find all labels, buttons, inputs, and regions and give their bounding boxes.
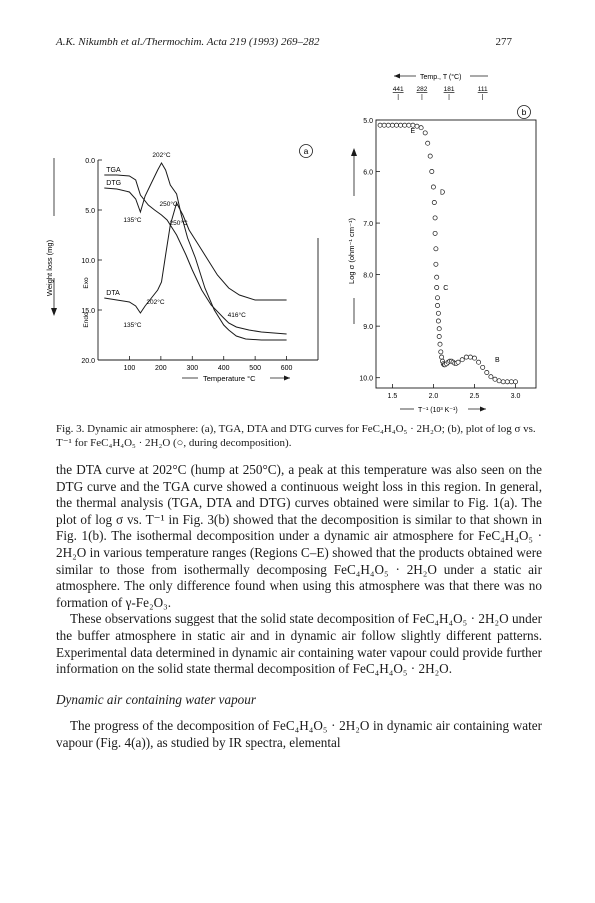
data-point (432, 200, 436, 204)
paragraph-1: the DTA curve at 202°C (hump at 250°C), a peak at this temperature was also seen on the DTG curve and the TGA curve showed a continuous weight loss in this region. In general, the thermal analysis (TGA, DTA and DTG) curves obtained were similar to Fig. 1(a). The plot of log σ vs. T⁻¹ in Fig. 3(b) showed that the decomposition is similar to that shown in Fig. 1(b). The isothermal decomposition under a dynamic air atmosphere for FeC₄H₄O₅ · 2H₂O in various temperature ranges (Regions C–E) showed that the products obtained were similar to those from isothermally decomposing FeC₄H₄O₅ · 2H₂O under a static air atmosphere. The only difference found when using this atmosphere was that there was no formation of γ-Fe₂O₃. (56, 462, 542, 610)
data-point (436, 319, 440, 323)
figure-caption: Fig. 3. Dynamic air atmosphere: (a), TGA, DTA and DTG curves for FeC₄H₄O₅ · 2H₂O; (b), plot of log σ vs. T⁻¹ for FeC₄H₄O₅ · 2H₂O (○, during decomposition). (56, 423, 536, 449)
body-text (56, 462, 542, 752)
x-tick-label: 200 (155, 365, 167, 372)
data-point (501, 380, 505, 384)
data-point (472, 356, 476, 360)
data-point (433, 216, 437, 220)
data-point (433, 231, 437, 235)
y-axis-label: Weight loss (mg) (45, 239, 54, 297)
figure-3b-chart (340, 66, 540, 416)
exo-label: Exo (83, 277, 90, 289)
data-point (394, 123, 398, 127)
y-tick-label: 10.0 (81, 258, 95, 265)
series-label-tga: TGA (106, 167, 121, 174)
data-point (431, 185, 435, 189)
top-tick-label: 282 (416, 86, 428, 93)
data-point (513, 380, 517, 384)
top-axis-label: Temp., T (°C) (420, 74, 462, 81)
y-tick-label: 6.0 (363, 169, 373, 177)
series-line-tga (104, 175, 286, 334)
xlabel-arrowhead (284, 376, 290, 381)
panel-label: a (303, 146, 309, 156)
data-point (411, 123, 415, 127)
y-axis-label: Log σ (ohm⁻¹ cm⁻¹) (347, 218, 356, 284)
data-point (434, 262, 438, 266)
data-point (435, 285, 439, 289)
region-label: E (410, 127, 416, 135)
temperature-annotation: 202°C (152, 152, 171, 159)
data-point (497, 379, 501, 383)
x-tick-label: 2.0 (428, 393, 439, 400)
data-point (437, 334, 441, 338)
section-heading: Dynamic air containing water vapour (56, 691, 256, 707)
data-point (435, 275, 439, 279)
data-point (509, 380, 513, 384)
x-axis-label: Temperature °C (203, 374, 256, 383)
y-tick-label: 15.0 (81, 308, 95, 315)
data-point (399, 123, 403, 127)
top-tick-labels (393, 86, 488, 100)
data-point (481, 365, 485, 369)
region-labels (410, 128, 500, 364)
data-point (390, 123, 394, 127)
y-tick-label: 7.0 (363, 221, 373, 229)
y-tick-label: 5.0 (363, 118, 373, 125)
x-tick-labels (124, 356, 293, 372)
y-tick-labels (81, 158, 102, 365)
data-point (477, 360, 481, 364)
y-tick-label: 10.0 (359, 375, 373, 383)
plot-frame (376, 120, 536, 388)
series-line-dtg (104, 163, 286, 340)
y-tick-label: 9.0 (363, 324, 373, 332)
data-point (435, 296, 439, 300)
data-point (386, 123, 390, 127)
temperature-annotation: 250°C (159, 201, 178, 208)
data-point (505, 380, 509, 384)
data-point (435, 303, 439, 307)
top-tick-label: 441 (392, 86, 404, 93)
data-point (426, 141, 430, 145)
running-header (56, 36, 512, 48)
region-label: D (440, 189, 446, 197)
series-label-dta: DTA (106, 290, 120, 297)
data-point (436, 311, 440, 315)
plot-border (376, 120, 536, 388)
data-point (438, 342, 442, 346)
data-point (485, 370, 489, 374)
figure-3a-chart (45, 138, 328, 388)
x-tick-label: 100 (123, 365, 136, 372)
data-points (378, 123, 518, 384)
running-title: A.K. Nikumbh et al./Thermochim. Acta 219 (1993) 269–282 (56, 36, 320, 48)
xlabel-arrowhead (480, 407, 486, 412)
y-tick-label: 8.0 (363, 272, 373, 280)
x-tick-labels (388, 384, 521, 400)
data-point (428, 154, 432, 158)
panel-label: b (521, 107, 527, 117)
region-label: C (443, 285, 449, 293)
top-tick-label: 181 (443, 86, 455, 93)
region-label: B (494, 357, 500, 365)
y-tick-labels (359, 118, 380, 383)
endo-label: Endo (83, 312, 90, 328)
data-point (489, 375, 493, 379)
top-label-arrowhead (394, 74, 400, 79)
y-tick-label: 5.0 (85, 208, 95, 215)
paragraph-3: The progress of the decomposition of FeC₄H₄O₅ · 2H₂O in dynamic air containing water vapour (Fig. 4(a)), as studied by IR spectra, elemental (56, 718, 542, 750)
x-tick-label: 300 (186, 365, 199, 372)
x-tick-label: 3.0 (510, 393, 521, 400)
x-tick-label: 600 (280, 365, 293, 372)
data-point (430, 169, 434, 173)
data-point (407, 123, 411, 127)
temperature-annotation: 202°C (146, 299, 165, 306)
temperature-annotation: 135°C (123, 217, 142, 224)
paragraph-2: These observations suggest that the solid state decomposition of FeC₄H₄O₅ · 2H₂O under the buffer atmosphere in static air and in dynamic air follow slightly different patterns. Experimental data determined in dynamic air containing water vapour could provide further information on the solid state thermal decomposition of FeC₄H₄O₅ · 2H₂O. (56, 611, 542, 677)
y-tick-label: 0.0 (85, 158, 95, 165)
data-point (464, 355, 468, 359)
data-point (415, 124, 419, 128)
temperature-annotation: 250°C (169, 220, 188, 227)
data-point (439, 350, 443, 354)
series-label-dtg: DTG (106, 180, 122, 187)
y-tick-label: 20.0 (81, 358, 95, 365)
data-point (403, 123, 407, 127)
data-point (456, 360, 460, 364)
annotations (123, 151, 246, 329)
x-axis-label: T⁻¹ (10³ K⁻¹) (418, 407, 458, 414)
data-point (493, 377, 497, 381)
data-point (434, 247, 438, 251)
series-group (104, 163, 286, 340)
x-tick-label: 2.5 (469, 393, 480, 400)
x-tick-label: 1.5 (387, 393, 398, 400)
x-tick-label: 500 (249, 365, 261, 372)
data-point (419, 126, 423, 130)
data-point (440, 355, 444, 359)
temperature-annotation: 135°C (123, 322, 142, 329)
page-number: 277 (495, 36, 512, 48)
data-point (382, 123, 386, 127)
x-tick-label: 400 (217, 365, 230, 372)
data-point (468, 355, 472, 359)
ylabel-arrowhead (351, 148, 357, 156)
data-point (378, 123, 382, 127)
data-point (460, 358, 464, 362)
top-tick-label: 111 (477, 86, 488, 93)
temperature-annotation: 416°C (227, 312, 246, 319)
data-point (423, 131, 427, 135)
data-point (437, 327, 441, 331)
